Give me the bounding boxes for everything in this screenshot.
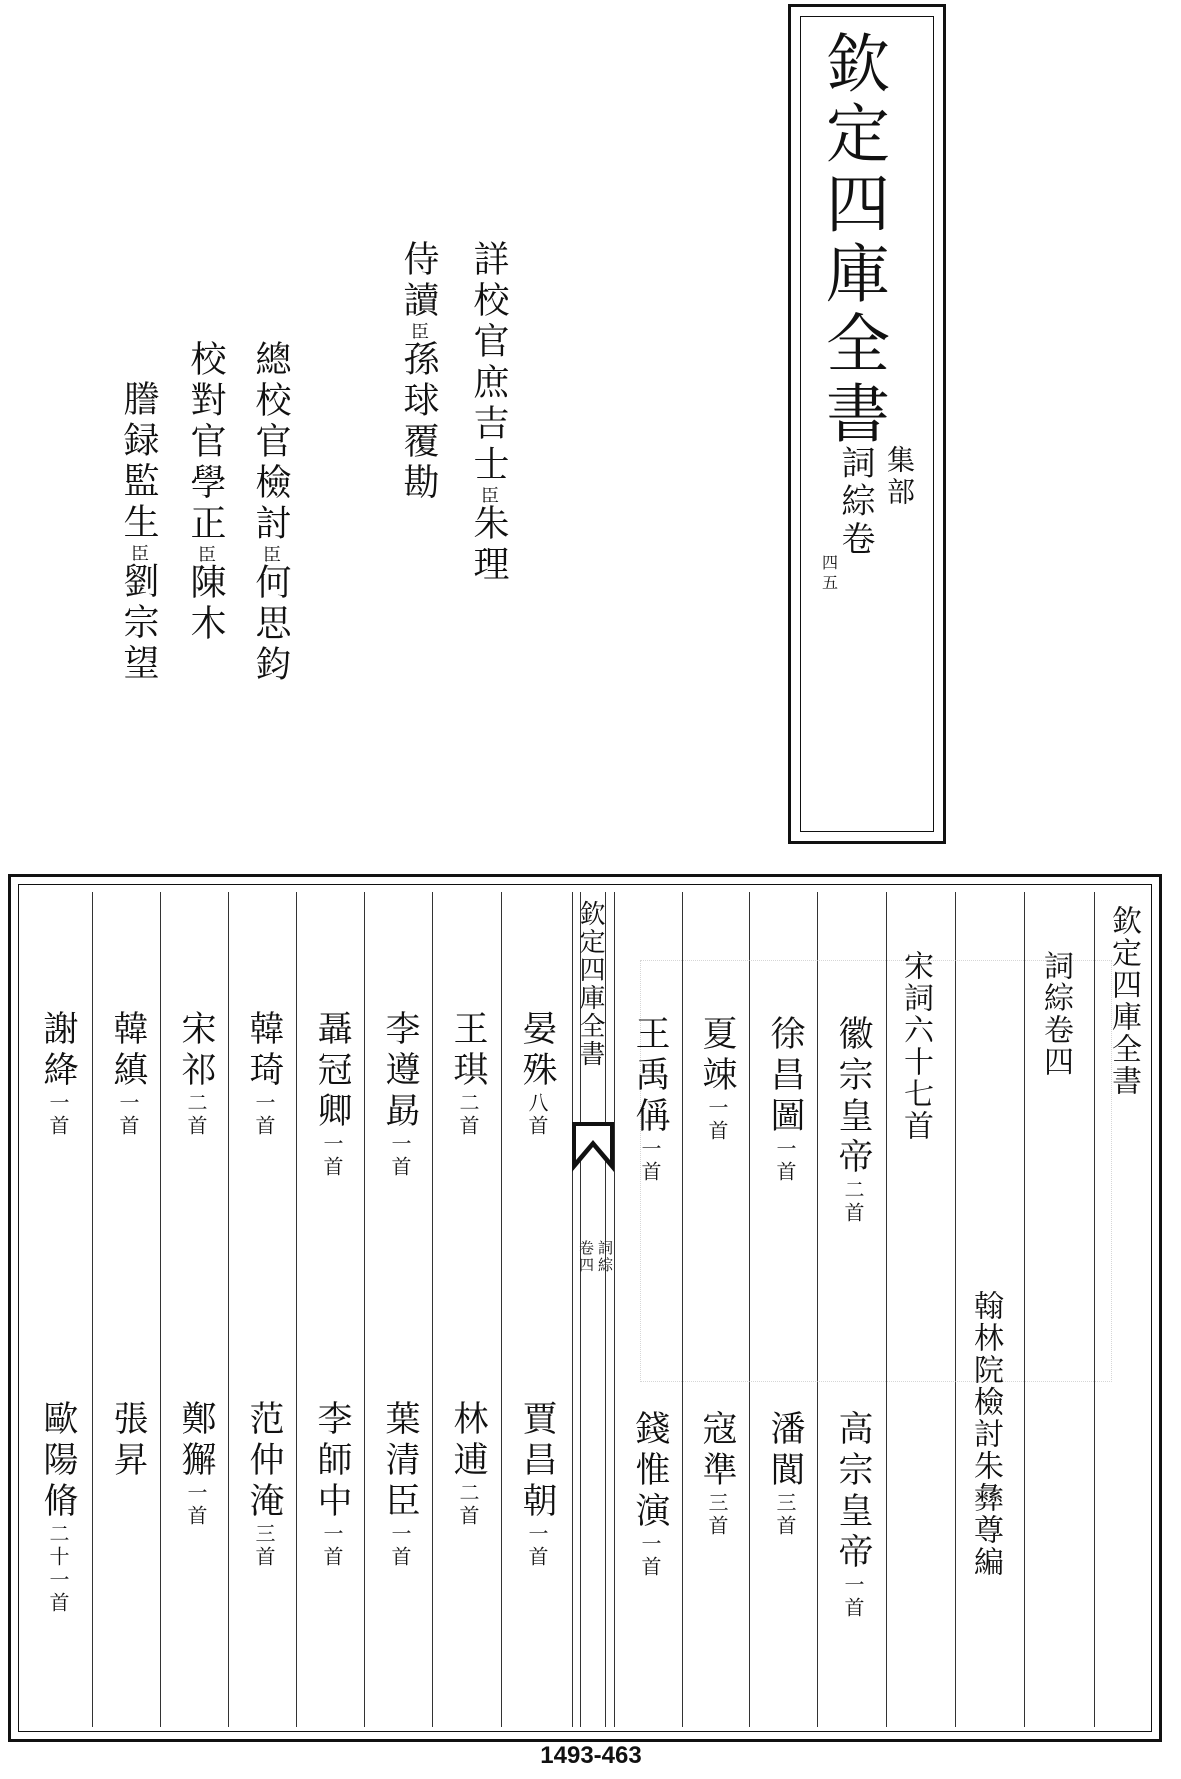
entry-bottom: 寇準三首 (697, 1410, 737, 1538)
entry-top: 聶冠卿一首 (312, 1010, 352, 1179)
credit-reviewer (398, 240, 439, 504)
column-rule (501, 892, 502, 1727)
entry-top: 韓琦一首 (244, 1010, 284, 1138)
page-compiler: 翰林院檢討朱彝尊編 (968, 1290, 1003, 1578)
column-rule (614, 892, 615, 1727)
credit-chief-collator (250, 340, 291, 686)
entry-top: 王禹偁一首 (630, 1015, 670, 1184)
title-slip-volume-numbers (822, 555, 838, 591)
column-rule (228, 892, 229, 1727)
credit-role: 侍讀 (398, 240, 439, 322)
credit-servant-mark: 臣 (195, 545, 216, 563)
fold-title: 欽定四庫全書 (575, 900, 605, 1068)
credit-role: 總校官檢討 (250, 340, 291, 545)
page-header-title: 欽定四庫全書 (1106, 905, 1141, 1097)
credit-role: 詳校官庶吉士 (468, 240, 509, 486)
fold-volume-b: 卷四 (577, 1240, 595, 1274)
entry-bottom: 潘閬三首 (765, 1410, 805, 1538)
column-rule (160, 892, 161, 1727)
entry-top: 夏竦一首 (697, 1015, 737, 1143)
entry-bottom: 鄭獬一首 (176, 1400, 216, 1528)
column-rule (296, 892, 297, 1727)
title-slip-volume-number-a: 四 (822, 553, 839, 572)
entry-top: 晏殊八首 (517, 1010, 557, 1138)
entry-top: 李遵勗一首 (380, 1010, 420, 1179)
column-rule (364, 892, 365, 1727)
title-slip-main: 欽定四庫全書 (815, 30, 889, 450)
credit-name: 劉宗望 (118, 562, 159, 685)
credit-servant-mark: 臣 (128, 544, 149, 562)
entry-top: 徽宗皇帝二首 (833, 1015, 873, 1225)
entry-bottom: 林逋二首 (448, 1400, 488, 1528)
entry-top: 王琪二首 (448, 1010, 488, 1138)
column-rule (432, 892, 433, 1727)
fold-volume-a: 詞綜 (596, 1240, 614, 1274)
entry-bottom: 賈昌朝一首 (517, 1400, 557, 1569)
entry-top: 徐昌圖一首 (765, 1015, 805, 1184)
page-section-title: 宋詞六十七首 (898, 950, 933, 1142)
credit-proofreader (468, 240, 509, 586)
title-slip-volume: 詞綜卷 (835, 445, 875, 559)
credit-name: 朱理 (468, 504, 509, 586)
fish-tail-mark-icon (572, 1122, 614, 1192)
title-slip-volume-number-b: 五 (822, 573, 839, 592)
credit-role: 校對官學正 (185, 340, 226, 545)
title-slip-category: 集部 (883, 445, 916, 509)
entry-bottom: 范仲淹三首 (244, 1400, 284, 1569)
credit-name: 陳木 (185, 563, 226, 645)
credit-servant-mark: 臣 (408, 322, 429, 340)
entry-top: 謝絳一首 (38, 1010, 78, 1138)
entry-bottom: 錢惟演一首 (630, 1410, 670, 1579)
page-number: 1493-463 (540, 1742, 642, 1769)
entry-bottom: 高宗皇帝一首 (833, 1410, 873, 1620)
entry-bottom: 歐陽脩二十一首 (38, 1400, 78, 1615)
credit-name: 何思鈞 (250, 563, 291, 686)
credit-servant-mark: 臣 (260, 545, 281, 563)
fold-line (605, 892, 606, 1727)
credit-name: 孫球覆勘 (398, 340, 439, 504)
entry-bottom: 葉清臣一首 (380, 1400, 420, 1569)
credit-role: 謄録監生 (118, 380, 159, 544)
entry-bottom: 李師中一首 (312, 1400, 352, 1569)
entry-bottom: 張昇 (108, 1400, 148, 1482)
column-rule (92, 892, 93, 1727)
entry-top: 宋祁二首 (176, 1010, 216, 1138)
entry-top: 韓縝一首 (108, 1010, 148, 1138)
credit-servant-mark: 臣 (478, 486, 499, 504)
credit-collator (185, 340, 226, 645)
credit-copyist (118, 380, 159, 685)
page-volume-title: 詞綜卷四 (1038, 950, 1073, 1078)
